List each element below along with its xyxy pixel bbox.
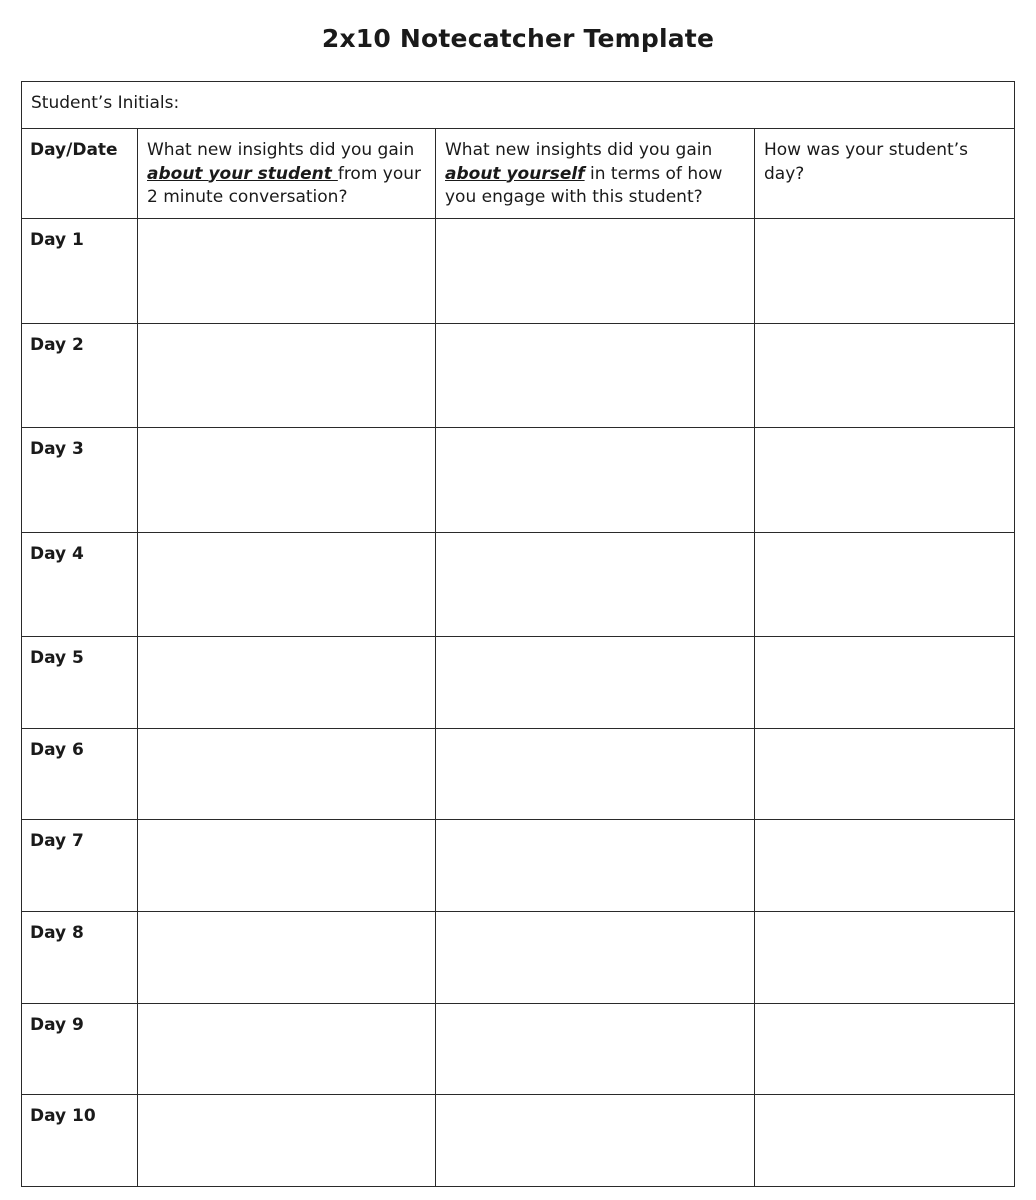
day-row: [22, 533, 1015, 637]
day-label-cell: [22, 324, 138, 428]
day-label: Day 10: [30, 1106, 96, 1126]
day-label: Day 9: [30, 1015, 84, 1035]
student-day-cell[interactable]: [755, 912, 1015, 1004]
day-label: Day 5: [30, 648, 84, 668]
day-row: [22, 912, 1015, 1004]
day-label-cell: [22, 533, 138, 637]
self-insights-cell[interactable]: [436, 428, 755, 533]
day-rows: [22, 219, 1015, 1187]
header-student-insights-pre: What new insights did you gain: [147, 140, 415, 160]
student-day-cell[interactable]: [755, 428, 1015, 533]
header-self-insights-emphasis: about yourself: [445, 163, 585, 184]
student-day-cell[interactable]: [755, 820, 1015, 912]
self-insights-cell[interactable]: [436, 912, 755, 1004]
header-self-insights-post: in terms of how you engage with this student?: [445, 163, 723, 207]
day-label: Day 1: [30, 230, 84, 250]
student-day-cell[interactable]: [755, 219, 1015, 324]
day-label: Day 7: [30, 831, 84, 851]
student-insights-cell[interactable]: [138, 324, 436, 428]
student-initials-field[interactable]: [22, 82, 1015, 129]
day-label: Day 6: [30, 740, 84, 760]
self-insights-cell[interactable]: [436, 637, 755, 729]
day-row: [22, 729, 1015, 820]
day-label-cell: [22, 912, 138, 1004]
self-insights-cell[interactable]: [436, 219, 755, 324]
day-row: [22, 219, 1015, 324]
header-student-insights: [138, 129, 436, 219]
student-insights-cell[interactable]: [138, 820, 436, 912]
day-label: Day 4: [30, 544, 84, 564]
day-row: [22, 820, 1015, 912]
student-insights-cell[interactable]: [138, 637, 436, 729]
day-label-cell: [22, 219, 138, 324]
header-student-insights-post: from your 2 minute conversation?: [147, 163, 422, 207]
student-day-cell[interactable]: [755, 1095, 1015, 1187]
day-row: [22, 1004, 1015, 1095]
self-insights-cell[interactable]: [436, 729, 755, 820]
student-insights-cell[interactable]: [138, 1095, 436, 1187]
student-day-cell[interactable]: [755, 324, 1015, 428]
student-day-cell[interactable]: [755, 637, 1015, 729]
header-day-date-label: Day/Date: [30, 140, 118, 160]
student-insights-cell[interactable]: [138, 729, 436, 820]
header-self-insights-pre: What new insights did you gain: [445, 140, 713, 160]
day-label-cell: [22, 729, 138, 820]
day-label-cell: [22, 820, 138, 912]
day-label-cell: [22, 1095, 138, 1187]
day-row: [22, 428, 1015, 533]
self-insights-cell[interactable]: [436, 1004, 755, 1095]
header-student-day-label: How was your student’s day?: [764, 140, 968, 184]
page-title: 2x10 Notecatcher Template: [321, 24, 715, 53]
self-insights-cell[interactable]: [436, 1095, 755, 1187]
header-self-insights: [436, 129, 755, 219]
student-day-cell[interactable]: [755, 533, 1015, 637]
day-row: [22, 324, 1015, 428]
self-insights-cell[interactable]: [436, 324, 755, 428]
student-initials-label: Student’s Initials:: [31, 93, 180, 113]
header-row: [22, 129, 1015, 219]
day-label: Day 3: [30, 439, 84, 459]
header-student-insights-emphasis: about your student: [147, 163, 338, 184]
day-row: [22, 1095, 1015, 1187]
day-row: [22, 637, 1015, 729]
notecatcher-table: [21, 81, 1015, 1187]
student-day-cell[interactable]: [755, 729, 1015, 820]
day-label: Day 2: [30, 335, 84, 355]
day-label-cell: [22, 637, 138, 729]
student-insights-cell[interactable]: [138, 1004, 436, 1095]
student-insights-cell[interactable]: [138, 533, 436, 637]
self-insights-cell[interactable]: [436, 820, 755, 912]
header-day-date: [22, 129, 138, 219]
student-insights-cell[interactable]: [138, 912, 436, 1004]
day-label-cell: [22, 428, 138, 533]
student-insights-cell[interactable]: [138, 219, 436, 324]
day-label-cell: [22, 1004, 138, 1095]
self-insights-cell[interactable]: [436, 533, 755, 637]
day-label: Day 8: [30, 923, 84, 943]
student-insights-cell[interactable]: [138, 428, 436, 533]
header-student-day: [755, 129, 1015, 219]
student-day-cell[interactable]: [755, 1004, 1015, 1095]
